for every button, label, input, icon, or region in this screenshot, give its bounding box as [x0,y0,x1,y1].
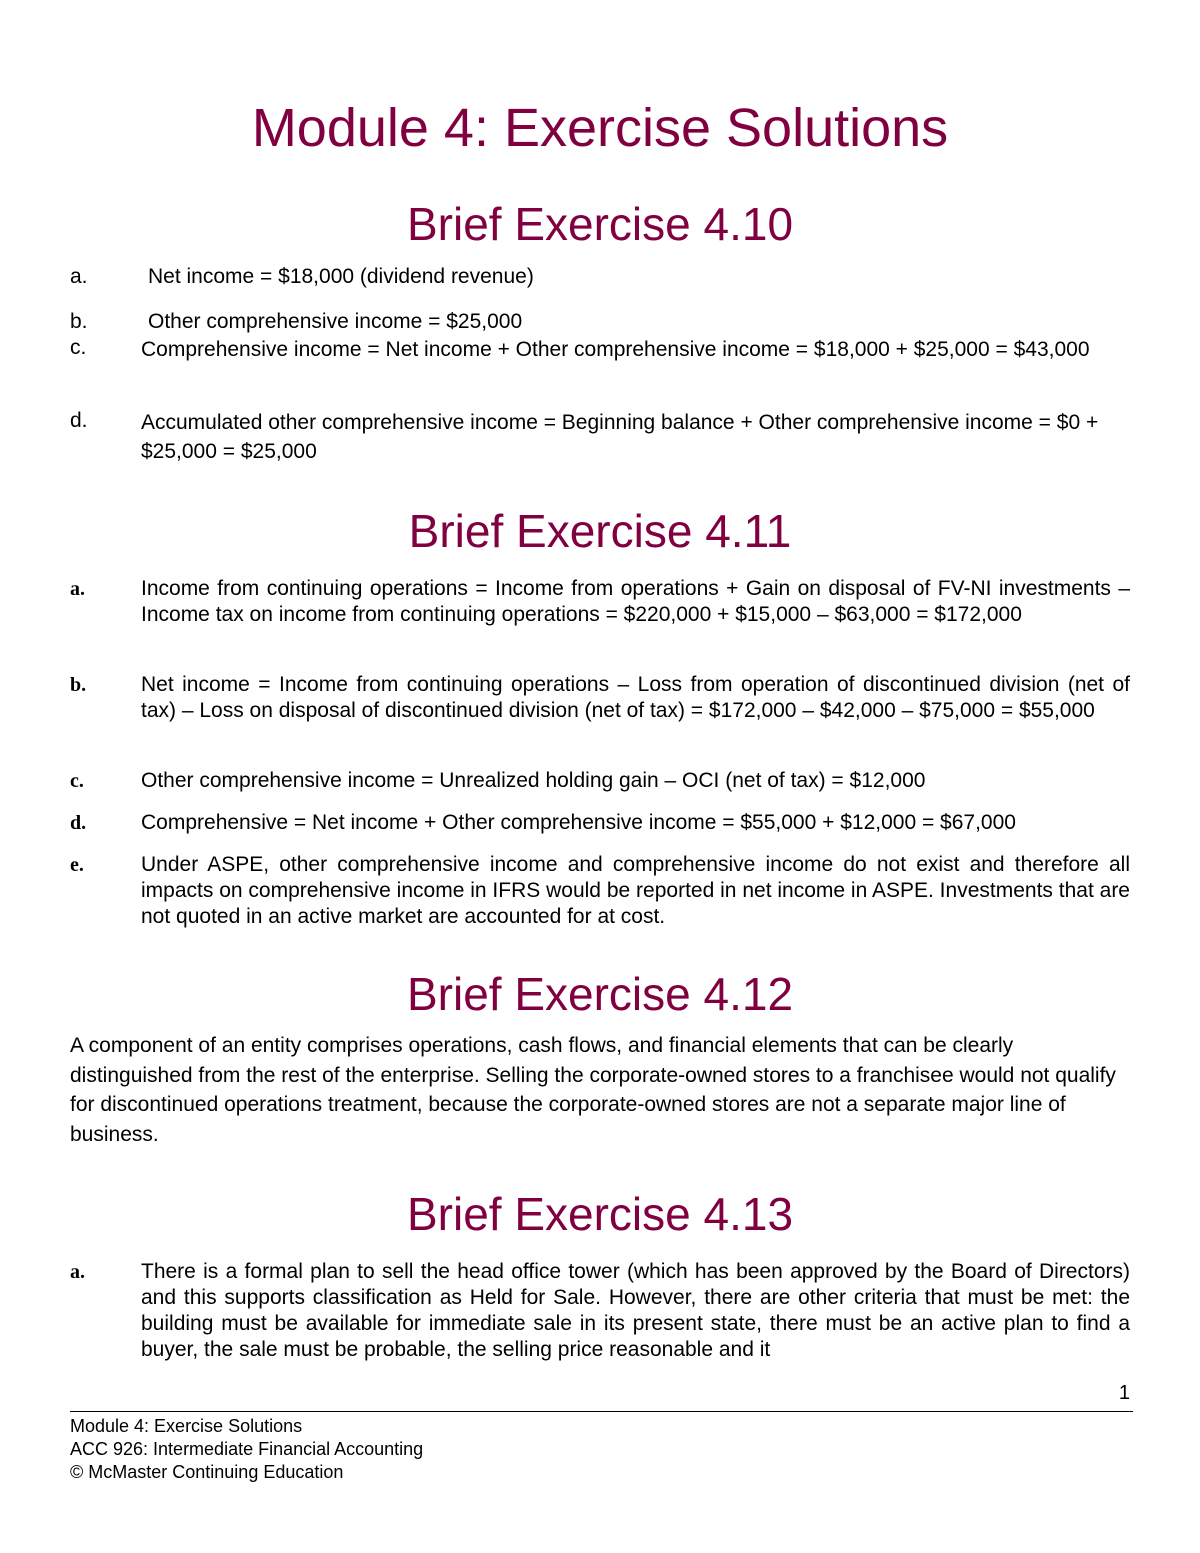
footer-line: ACC 926: Intermediate Financial Accounting [70,1439,424,1459]
item-label: b. [70,674,87,696]
item-text: There is a formal plan to sell the head office tower (which has been approved by the Board of Directors) and this supports classification as Held for Sale. However, there are other criteria that must be met: the building must be available for immediate sale in its present state, there must be an active plan to find a buyer, the sale must be probable, the selling price reasonable and it [141,1260,1130,1361]
item-text: Net income = Income from continuing operations – Loss from operation of discontinued division (net of tax) – Loss on disposal of discontinued division (net of tax) = $172,000 – $42,000 – $75,000 = $55,000 [141,673,1130,722]
item-label: b. [70,310,88,333]
section-heading-4-13: Brief Exercise 4.13 [406,1188,794,1240]
list-item [70,852,1130,930]
item-label: c. [70,336,87,359]
item-label: c. [70,770,84,792]
list-item [70,576,1130,628]
footer-line: Module 4: Exercise Solutions [70,1416,303,1436]
item-text: Comprehensive = Net income + Other comprehensive income = $55,000 + $12,000 = $67,000 [141,811,1016,834]
page-title: Module 4: Exercise Solutions [251,98,949,158]
item-label: a. [70,1261,85,1283]
item-label: d. [70,812,87,834]
list-item [70,335,1130,364]
list-item [70,1259,1130,1363]
item-text: Under ASPE, other comprehensive income and comprehensive income do not exist and therefore all impacts on comprehensive income in IFRS would be reported in net income in ASPE. Investments that are not quoted in an active market are accounted for at cost. [141,853,1130,928]
list-item [70,408,1130,466]
footer-line: © McMaster Continuing Education [70,1462,344,1482]
footer-divider [70,1411,1133,1412]
item-text: Net income = $18,000 (dividend revenue) [148,265,534,288]
item-label: a. [70,578,85,600]
item-text: Income from continuing operations = Income from operations + Gain on disposal of FV-NI investments – Income tax on income from continuing operations = $220,000 + $15,000 – $63,000 = $172,000 [141,577,1130,626]
item-text: Other comprehensive income = Unrealized holding gain – OCI (net of tax) = $12,000 [141,769,926,792]
list-item [70,768,1130,794]
section-heading-4-12: Brief Exercise 4.12 [406,968,794,1020]
item-text: Accumulated other comprehensive income = Beginning balance + Other comprehensive income = $0 + $25,000 = $25,000 [141,411,1099,463]
item-label: e. [70,854,84,876]
list-item [70,309,1130,335]
paragraph: A component of an entity comprises operations, cash flows, and financial elements that can be clearly distinguished from the rest of the enterprise. Selling the corporate-owned stores to a franchisee would not qualify for discontinued operations treatment, because the corporate-owned stores are not a separate major line of business. [70,1034,1116,1146]
section-heading-4-11: Brief Exercise 4.11 [408,505,792,557]
section-heading-4-10: Brief Exercise 4.10 [406,198,794,250]
item-text: Comprehensive income = Net income + Other comprehensive income = $18,000 + $25,000 = $43,000 [141,338,1090,361]
list-item [70,672,1130,724]
item-label: a. [70,265,88,288]
list-item [70,810,1130,836]
page-number: 1 [1118,1382,1130,1404]
item-label: d. [70,409,88,432]
list-item [70,264,1130,290]
item-text: Other comprehensive income = $25,000 [148,310,523,333]
